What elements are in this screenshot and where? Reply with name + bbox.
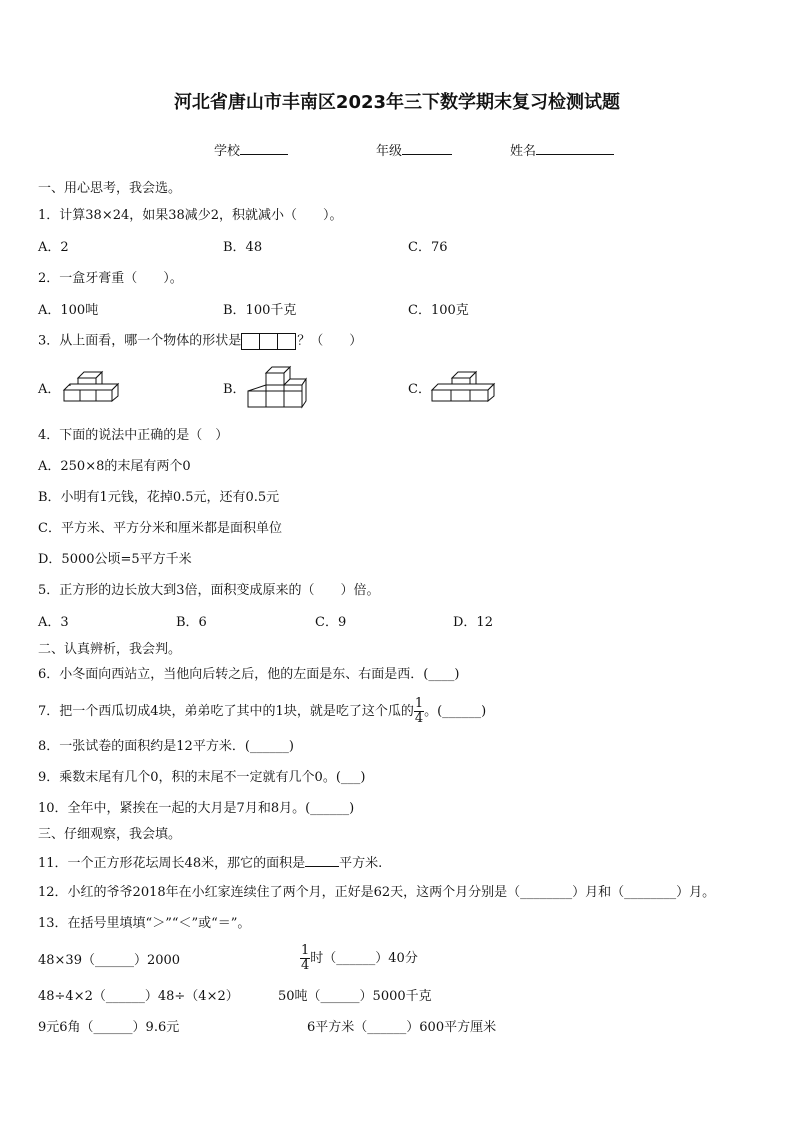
question-8[interactable]: 8．一张试卷的面积约是12平方米．(______)	[38, 739, 294, 754]
q13-row3-left[interactable]: 9元6角（______）9.6元	[38, 1020, 180, 1035]
q13-denominator: 4	[301, 958, 310, 973]
q13-row1-left[interactable]: 48×39（______）2000	[38, 953, 181, 968]
question-13: 13．在括号里填填“＞”“＜”或“＝”。	[38, 916, 251, 931]
page-title: 河北省唐山市丰南区2023年三下数学期末复习检测试题	[173, 92, 621, 113]
school-field[interactable]	[214, 141, 288, 160]
q1-option-c[interactable]: C．76	[408, 240, 448, 255]
q7-text-before: 7．把一个西瓜切成4块，弟弟吃了其中的1块，就是吃了这个瓜的	[38, 704, 414, 719]
q3-option-c[interactable]: C．	[408, 382, 431, 397]
school-label: 学校	[214, 144, 241, 159]
q3-figure-c	[430, 370, 496, 402]
q7-fraction	[414, 697, 424, 726]
q13-row1-right[interactable]	[300, 941, 418, 977]
question-10[interactable]: 10．全年中，紧挨在一起的大月是7月和8月。(______)	[38, 801, 355, 816]
grade-field[interactable]	[376, 141, 452, 160]
question-7[interactable]	[38, 694, 486, 730]
q13-fraction	[300, 944, 310, 973]
section-3-heading: 三、仔细观察，我会填。	[38, 827, 182, 842]
q3-option-b[interactable]: B．	[223, 382, 246, 397]
q11-text-after: 平方米.	[339, 856, 383, 871]
q13-row3-right[interactable]: 6平方米（______）600平方厘米	[307, 1020, 497, 1035]
q3-text-before: 3．从上面看，哪一个物体的形状是	[38, 333, 242, 349]
q5-option-d[interactable]: D．12	[453, 615, 493, 630]
question-11[interactable]	[38, 853, 382, 872]
question-6[interactable]: 6．小冬面向西站立，当他向后转之后，他的左面是东、右面是西．(____)	[38, 667, 460, 682]
question-4: 4．下面的说法中正确的是（ ）	[38, 428, 229, 443]
q3-option-a[interactable]: A．	[38, 382, 61, 397]
q3-text-after: ？（ ）	[297, 333, 363, 349]
q2-option-c[interactable]: C．100克	[408, 303, 469, 318]
q13-row1-right-text: 时（______）40分	[310, 951, 418, 966]
question-9[interactable]: 9．乘数末尾有几个0，积的末尾不一定就有几个0。(___)	[38, 770, 366, 785]
q4-option-c[interactable]: C．平方米、平方分米和厘米都是面积单位	[38, 521, 282, 536]
q2-option-a[interactable]: A．100吨	[38, 303, 99, 318]
q5-option-c[interactable]: C．9	[315, 615, 347, 630]
q13-row2-left[interactable]: 48÷4×2（______）48÷（4×2）	[38, 989, 239, 1004]
q11-text-before: 11．一个正方形花坛周长48米，那它的面积是	[38, 856, 306, 871]
q3-figure-b	[246, 365, 308, 409]
q4-option-b[interactable]: B．小明有1元钱，花掉0.5元，还有0.5元	[38, 490, 280, 505]
q3-figure-a	[62, 370, 120, 402]
q7-denominator: 4	[414, 711, 424, 726]
q4-option-d[interactable]: D．5000公顷=5平方千米	[38, 552, 192, 567]
q2-option-b[interactable]: B．100千克	[223, 303, 297, 318]
question-5: 5．正方形的边长放大到3倍，面积变成原来的（ ）倍。	[38, 583, 380, 598]
name-label: 姓名	[510, 144, 537, 159]
question-12[interactable]: 12．小红的爷爷2018年在小红家连续住了两个月，正好是62天，这两个月分别是（________）月和（________）月。	[38, 885, 716, 900]
question-3	[38, 333, 362, 350]
q1-option-a[interactable]: A．2	[38, 240, 69, 255]
q7-text-after: 。(______)	[424, 704, 487, 719]
q4-option-a[interactable]: A．250×8的末尾有两个0	[38, 459, 191, 474]
question-2: 2．一盒牙膏重（ ）。	[38, 271, 183, 286]
q1-option-b[interactable]: B．48	[223, 240, 263, 255]
q7-numerator: 1	[414, 696, 424, 711]
q5-option-b[interactable]: B．6	[176, 615, 207, 630]
name-field[interactable]	[510, 141, 614, 160]
q13-numerator: 1	[301, 943, 310, 958]
question-1: 1．计算38×24，如果38减少2，积就减小（ ）。	[38, 208, 343, 223]
section-2-heading: 二、认真辨析，我会判。	[38, 642, 182, 657]
q13-row2-right[interactable]: 50吨（______）5000千克	[278, 989, 432, 1004]
section-1-heading: 一、用心思考，我会选。	[38, 181, 182, 196]
three-squares-figure	[241, 333, 297, 349]
grade-label: 年级	[376, 144, 403, 159]
q5-option-a[interactable]: A．3	[38, 615, 69, 630]
